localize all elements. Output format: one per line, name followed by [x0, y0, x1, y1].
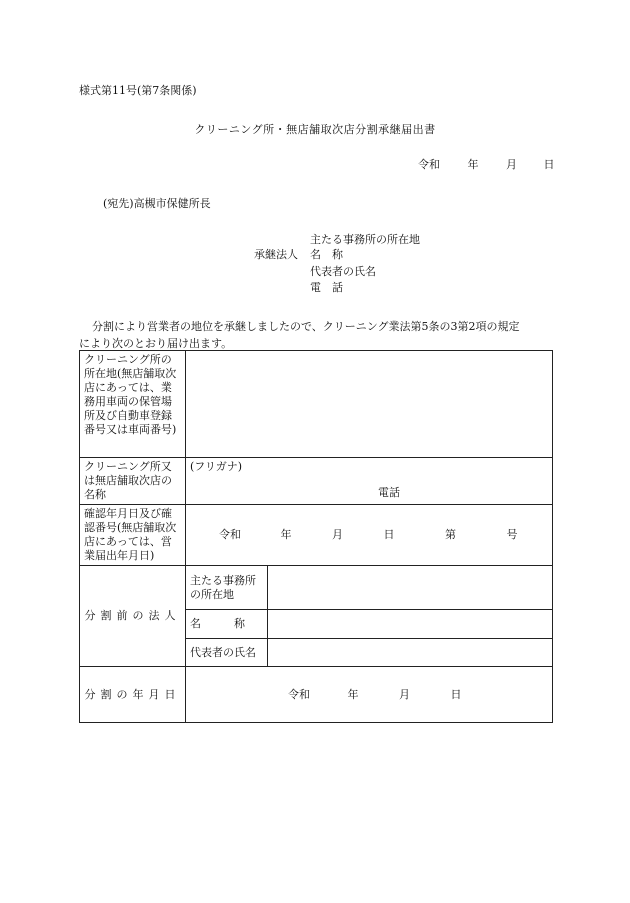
confirmation-label: 確認年月日及び確認番号(無店舗取次店にあっては、営業届出年月日)	[80, 505, 186, 566]
conf-month: 月	[332, 528, 343, 541]
applicant-label: 承継法人	[254, 248, 298, 261]
submission-date	[418, 156, 555, 172]
intro-text-line-1: 分割により営業者の地位を承継しましたので、クリーニング業法第5条の3第2項の規定	[92, 320, 520, 333]
addressee: (宛先)高槻市保健所長	[103, 197, 211, 210]
phone-label: 電話	[378, 486, 400, 499]
pre-split-name-field[interactable]	[268, 610, 553, 639]
pre-split-rep-label: 代表者の氏名	[186, 639, 268, 667]
pre-split-name-label: 名 称	[186, 610, 268, 639]
split-date-label: 分割の年月日	[80, 667, 186, 723]
form-number: 様式第11号(第7条関係)	[79, 84, 197, 97]
split-day: 日	[450, 687, 462, 701]
location-label: クリーニング所の所在地(無店舗取次店にあっては、業務用車両の保管場所及び自動車登録番号又は車両番号)	[80, 351, 186, 458]
location-field[interactable]	[186, 351, 553, 458]
split-month: 月	[399, 687, 410, 701]
conf-era: 令和	[219, 528, 241, 541]
shop-name-field[interactable]	[186, 458, 553, 505]
pre-split-address-field[interactable]	[268, 566, 553, 610]
date-day: 日	[543, 158, 555, 171]
applicant-phone-label: 電 話	[310, 281, 343, 294]
split-date-field[interactable]	[186, 667, 553, 723]
document-title: クリーニング所・無店舗取次店分割承継届出書	[194, 123, 436, 136]
pre-split-rep-field[interactable]	[268, 639, 553, 667]
furigana-label: (フリガナ)	[190, 460, 243, 473]
applicant-rep-label: 代表者の氏名	[310, 265, 376, 278]
applicant-address-label: 主たる事務所の所在地	[310, 233, 420, 246]
pre-split-address-label: 主たる事務所の所在地	[186, 566, 268, 610]
date-month: 月	[506, 158, 517, 171]
applicant-name-label: 名 称	[310, 248, 343, 261]
confirmation-field[interactable]	[186, 505, 553, 566]
date-year: 年	[467, 158, 479, 171]
notification-table	[79, 350, 553, 723]
split-year: 年	[347, 687, 359, 701]
date-era: 令和	[418, 158, 440, 171]
pre-split-corp-label: 分割前の法人	[80, 566, 186, 667]
conf-year: 年	[280, 528, 292, 541]
intro-text-line-2: により次のとおり届け出ます。	[79, 337, 233, 350]
shop-name-label: クリーニング所又は無店舗取次店の名称	[80, 458, 186, 505]
conf-number-suffix: 号	[506, 528, 518, 541]
conf-number-prefix: 第	[445, 528, 456, 541]
split-era: 令和	[288, 687, 310, 701]
conf-day: 日	[383, 528, 395, 541]
